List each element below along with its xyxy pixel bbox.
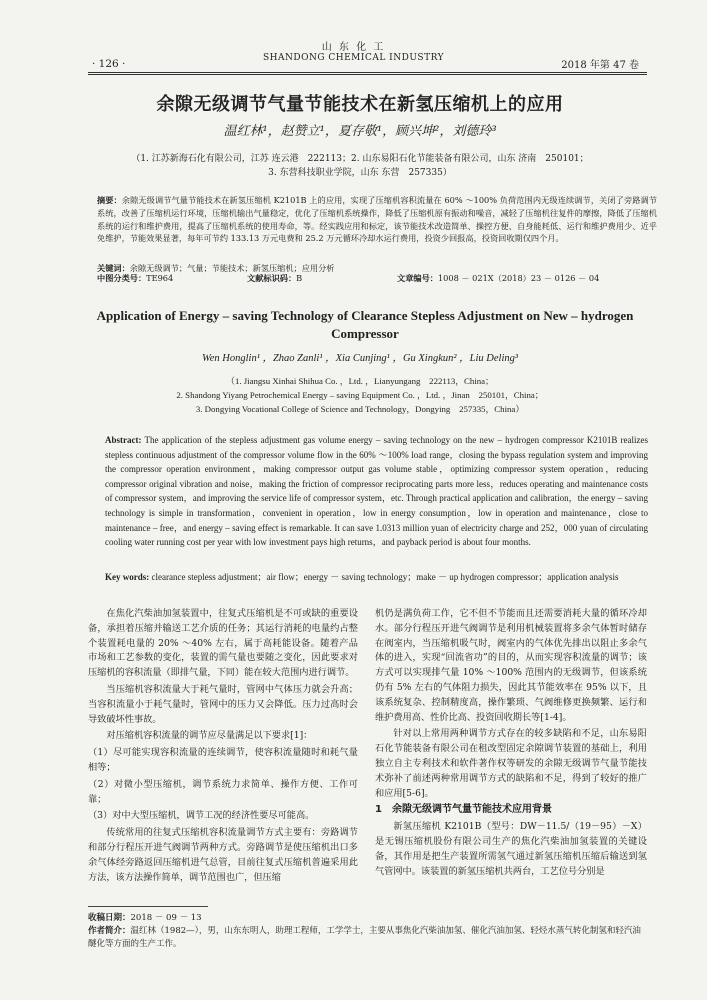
clc-label: 中图分类号： [97,273,147,283]
requirement-item: （3）对中大型压缩机，调节工况的经济性要尽可能高。 [88,810,315,822]
section-heading: 1 余隙无级调节气量节能技术应用背景 [375,804,552,816]
issue-label: 2018 年第 47 卷 [561,60,639,71]
body-paragraph: 对压缩机容积流量的调节应尽量满足以下要求[1]： [106,730,313,742]
authors-cn: 温红林¹，赵赞立¹，夏存敬¹，顾兴坤²，刘德玲³ [223,124,497,139]
affiliation-en-line: 2. Shandong Yiyang Petrochemical Energy – saving Equipment Co. ，Ltd. ，Jinan 250101，China； [176,390,544,400]
body-paragraph: 机仍是满负荷工作，它不但不节能而且还需要消耗大量的循环冷却水。部分行程压开进气阀调节是利用机械装置将多余气体暂时储存在阀室内，当压缩机吸气时，阀室内的气体优先排出以阻止多余气体的进入，实现“回流省功”的目的，从而实现容积流量的调节；该方式可以实现排气量 10% ～100% 范围内的无级调节，但该系统仍有 5% 左右的气体阻力损失，因此其节能效率在 95% 以下，且该系统复杂、控制精度高，操作繁琐、气阀维修更换频繁、运行和维护费用高、性价比高、投资回收期长等[1-4]。 [375,608,647,723]
footnote-rule [88,906,208,907]
author-bio [88,925,648,951]
received-label: 收稿日期： [88,913,131,923]
abstract-en-text: The application of the stepless adjustment gas volume energy – saving technology on the new – hydrogen compressor K2101B realizes stepless continuous adjustment of the compressor volume flow in the 60% ～100% load range，closing the bypass regulation system and improving the compressor operation environment，making compressor output gas volume stable，optimizing compressor system operation，reducing compressor original vibration and noise，making the friction of compressor reciprocating parts more less，reduces operating and maintenance costs of compressor system，and improving the service life of compressor system，etc. Through practical application and calibration，the energy – saving technology is simple in transformation，convenient in operation，low in energy consumption，low in operation and maintenance，close to maintenance – free，and energy – saving effect is remarkable. It can save 1.0313 million yuan of electricity charge and 252，000 yuan of circulating cooling water running cost per year with low investment pays high returns，and payback period is about four months. [105,435,648,548]
requirement-item: （1）尽可能实现容积流量的连续调节，使容积流量随时和耗气量相等； [88,747,358,773]
article-number-value: 1008 － 021X（2018）23 － 0126 － 04 [437,273,600,283]
abstract-cn-label: 摘要： [97,195,122,205]
clc-value: TE964 [146,273,174,283]
received-value: 2018 － 09 － 13 [130,913,202,923]
requirement-item: （2）对微小型压缩机，调节系统力求简单、操作方便、工作可靠； [88,778,358,805]
affiliation-cn-line: 3. 东营科技职业学院，山东 东营 257335） [268,168,452,178]
keywords-cn-text: 余隙无级调节；气量；节能技术；新氢压缩机；应用分析 [129,263,335,273]
doc-code-field [247,273,397,284]
journal-name-cn: 山 东 化 工 [321,42,386,53]
body-paragraph: 针对以上常用两种调节方式存在的较多缺陷和不足，山东易阳石化节能装备有限公司在租改型固定余隙调节装置的基础上，利用独立自主专利技术和软件著作权等研发的余隙无级调节气量节能技术弥补了前述两种常用调节方式的缺陷和不足，得到了较好的推广和应用[5-6]。 [375,728,647,799]
header-rule-thin [88,74,647,75]
author-bio-text: 温红林（1982—），男，山东东明人，助理工程师，工学学士，主要从事焦化汽柴油加氢、催化汽油加氢、轻烃水蒸气转化制氢和轻汽油醚化等方面的生产工作。 [88,926,641,949]
abstract-cn-text: 余隙无级调节气量节能技术在新氢压缩机 K2101B 上的应用，实现了压缩机容积流量在 60% ～100% 负荷范围内无级连续调节，关闭了旁路调节系统，改善了压缩机运行环境，压缩机输出气量稳定，优化了压缩机系统操作，降低了压缩机原有振动和噪音，减轻了压缩机往复件的摩擦，降低了压缩机系统的运行和维护费用，提高了压缩机系统的使用寿命，等。经实践应用和标定，该节能技术改造简单、操控方便、自身能耗低、运行和维护费用少、近乎免维护，节能效果显著，每年可节约 133.13 万元电费和 25.2 万元循环冷却水运行费用，投资少回报高，投资回收期仅四个月。 [97,195,657,244]
affiliation-cn-line: （1. 江苏新海石化有限公司，江苏 连云港 222113；2. 山东易阳石化节能装备有限公司，山东 济南 250101； [131,154,589,164]
journal-name-en: SHANDONG CHEMICAL INDUSTRY [262,53,445,63]
page-number: · 126 · [92,58,126,70]
header-rule [88,72,647,73]
body-paragraph: 在焦化汽柴油加氢装置中，往复式压缩机是不可或缺的重要设备，承担着压缩并输送工艺介质的任务；其运行消耗的电量约占整个装置耗电量的 20% ～40% 左右，属于高耗能设备。随着产品市场和工艺参数的变化，装置的需气量也要随之变化，因此要求对压缩机的容积流量（即排气量，下同）能在较大范围内进行调节。 [88,608,358,679]
abstract-cn [97,194,657,245]
abstract-en-label: Abstract: [105,435,142,445]
affiliations-cn [90,152,630,180]
keywords-cn-label: 关键词： [97,263,130,273]
authors-en: Wen Honglin¹ ，Zhao Zanli¹ ，Xia Cunjing¹ ，Gu Xingkun² ，Liu Deling³ [201,353,519,364]
body-paragraph: 传统常用的往复式压缩机容积流量调节方式主要有：旁路调节和部分行程压开进气阀调节两种方式。旁路调节是使压缩机出口多余气体经旁路返回压缩机进气总管，目前往复式压缩机普遍采用此方法，该方法操作简单，调节范围也广，但压缩 [88,827,358,883]
doc-code-value: B [296,273,303,283]
footnote [88,912,648,951]
clc-field [97,273,247,284]
keywords-en [105,570,648,585]
author-bio-label: 作者简介： [88,926,131,936]
article-title-en: Application of Energy – saving Technology of Clearance Stepless Adjustment on New – hydrogen Compressor [96,308,634,341]
doc-code-label: 文献标识码： [247,273,297,283]
body-right-column [375,607,647,881]
keywords-en-text: clearance stepless adjustment；air flow；energy － saving technology；make － up hydrogen compressor；application analysis [149,572,619,582]
body-paragraph: 当压缩机容积流量大于耗气量时，管网中气体压力就会升高；当容积流量小于耗气量时，管网中的压力又会降低。压力过高时会导致破坏性事故。 [88,683,358,725]
abstract-en [105,433,648,550]
body-left-column [88,607,358,887]
affiliation-en-line: （1. Jiangsu Xinhai Shihua Co. ，Ltd. ，Lianyungang 222113，China； [226,376,494,386]
keywords-en-label: Key words: [105,572,150,582]
body-paragraph: 新氢压缩机 K2101B（型号：DW－11.5/（19－95）－X）是无锡压缩机股份有限公司生产的焦化汽柴油加氢装置的关键设备，其作用是把生产装置所需氢气通过新氢压缩机压缩后输送到氢气管网中。该装置的新氢压缩机共两台，工艺位号分别是 [375,821,647,877]
article-number-field [397,273,599,284]
affiliation-en-line: 3. Dongying Vocational College of Science and Technology，Dongying 257335，China） [195,404,525,414]
classification-line [97,273,657,284]
affiliations-en [70,374,650,416]
article-title-cn: 余隙无级调节气量节能技术在新氢压缩机上的应用 [156,94,564,115]
article-number-label: 文章编号： [397,273,438,283]
received-date [88,912,648,925]
